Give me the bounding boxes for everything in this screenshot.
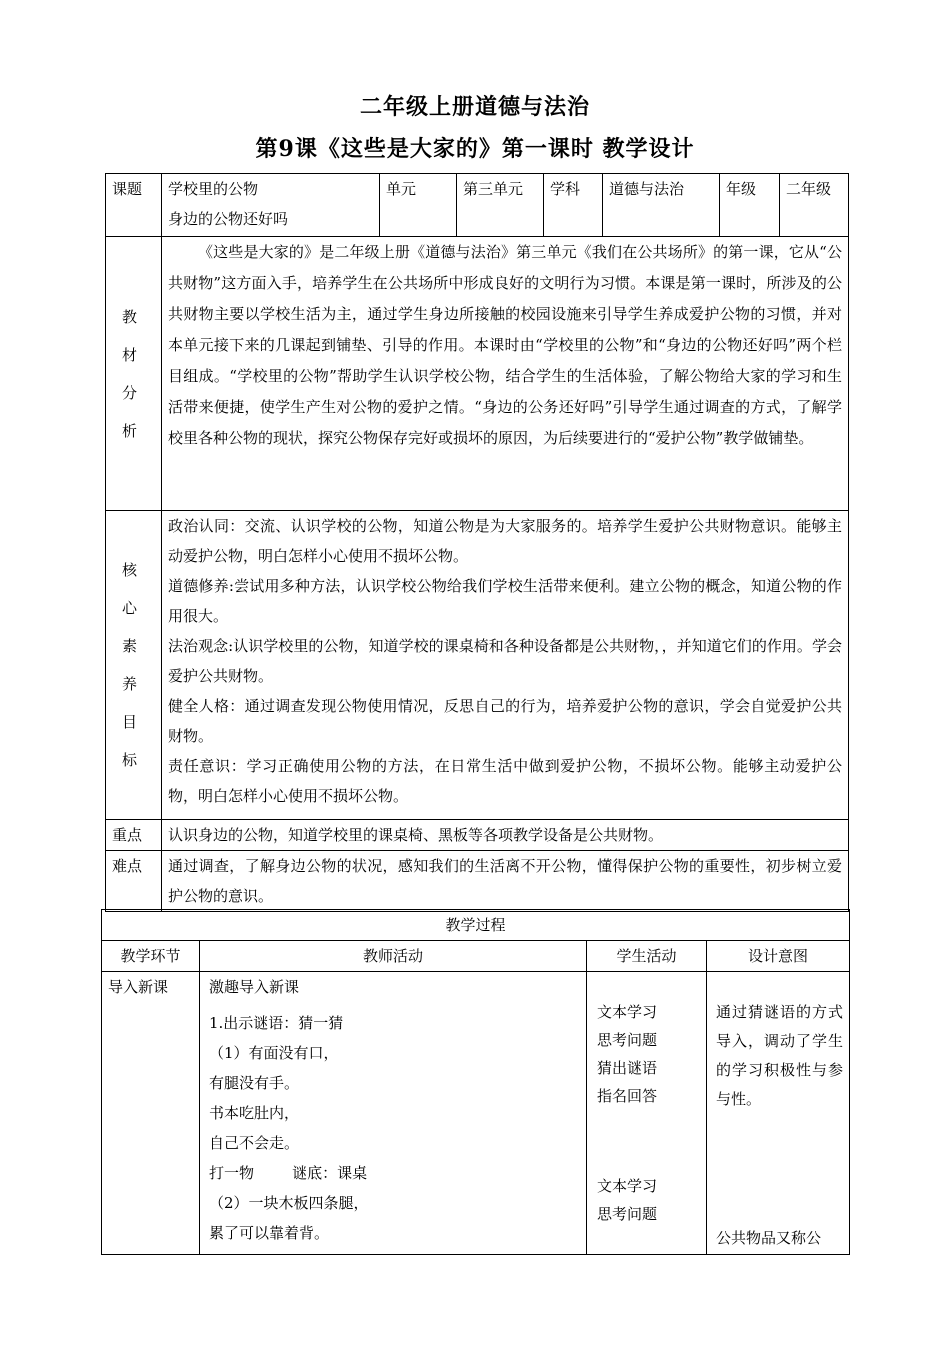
teacher-activity-cell <box>200 972 587 1255</box>
student-activity-cell <box>587 972 707 1255</box>
teacher-line: 激趣导入新课 <box>209 978 300 996</box>
topic-line-1: 学校里的公物 <box>168 180 259 198</box>
goals-label-3: 目 标 <box>121 713 145 769</box>
student-line: 文本学习 <box>597 1003 658 1021</box>
teacher-line: 1.出示谜语：猜一猜 <box>209 1014 344 1032</box>
student-line: 指名回答 <box>597 1087 658 1105</box>
goal-item: 道德修养:尝试用多种方法，认识学校公物给我们学校生活带来便利。建立公物的概念，知道公物的作用很大。 <box>168 577 842 625</box>
col-student-header: 学生活动 <box>587 941 707 972</box>
topic-value <box>162 174 380 237</box>
analysis-label-2: 分 析 <box>121 383 145 440</box>
key-label: 重点 <box>106 820 162 851</box>
teacher-line: 累了可以靠着背。 <box>209 1224 330 1242</box>
key-text: 认识身边的公物，知道学校里的课桌椅、黑板等各项教学设备是公共财物。 <box>162 820 849 851</box>
col-teacher-header: 教师活动 <box>200 941 587 972</box>
goals-label-1: 核 心 <box>121 561 145 617</box>
goal-item: 责任意识：学习正确使用公物的方法，在日常生活中做到爱护公物，不损坏公物。能够主动爱护公物，明白怎样小心使用不损坏公物。 <box>168 757 842 805</box>
goals-label <box>106 511 162 820</box>
teacher-line: 打一物 谜底：课桌 <box>209 1164 368 1182</box>
student-line: 思考问题 <box>597 1205 658 1223</box>
analysis-text: 《这些是大家的》是二年级上册《道德与法治》第三单元《我们在公共场所》的第一课，它从“公共财物”这方面入手，培养学生在公共场所中形成良好的文明行为习惯。本课是第一课时，所涉及的公共财物主要以学校生活为主，通过学生身边所接触的校园设施来引导学生养成爱护公物的习惯，并对本单元接下来的几课起到铺垫、引导的作用。本课时由“学校里的公物”和“身边的公物还好吗”两个栏目组成。“学校里的公物”帮助学生认识学校公物，结合学生的生活体验，了解公物给大家的学习和生活带来便捷，使学生产生对公物的爱护之情。“身边的公务还好吗”引导学生通过调查的方式，了解学校里各种公物的现状，探究公物保存完好或损坏的原因，为后续要进行的“爱护公物”教学做铺垫。 <box>168 243 842 447</box>
teacher-line: （2）一块木板四条腿， <box>209 1194 369 1212</box>
lesson-info-table <box>105 173 849 912</box>
goal-item: 健全人格：通过调查发现公物使用情况，反思自己的行为，培养爱护公物的意识，学会自觉爱护公共财物。 <box>168 697 842 745</box>
topic-label: 课题 <box>106 174 162 237</box>
teacher-line: 自己不会走。 <box>209 1134 300 1152</box>
teacher-line: （1）有面没有口， <box>209 1044 339 1062</box>
difficulty-label: 难点 <box>106 851 162 912</box>
subject-label: 学科 <box>544 174 603 237</box>
design-intent-text: 通过猜谜语的方式导入，调动了学生的学习积极性与参与性。 <box>716 1003 844 1108</box>
col-stage-header: 教学环节 <box>102 941 200 972</box>
goals-cell <box>162 511 849 820</box>
grade-value: 二年级 <box>780 174 849 237</box>
student-line: 思考问题 <box>597 1031 658 1049</box>
unit-label: 单元 <box>380 174 457 237</box>
process-title: 教学过程 <box>102 910 850 941</box>
unit-value: 第三单元 <box>457 174 544 237</box>
teacher-line: 书本吃肚内， <box>209 1104 300 1122</box>
col-intent-header: 设计意图 <box>707 941 850 972</box>
teacher-line: 有腿没有手。 <box>209 1074 300 1092</box>
student-line: 文本学习 <box>597 1177 658 1195</box>
goal-item: 政治认同：交流、认识学校的公物，知道公物是为大家服务的。培养学生爱护公共财物意识。能够主动爱护公物，明白怎样小心使用不损坏公物。 <box>168 517 842 565</box>
stage-cell: 导入新课 <box>102 972 200 1255</box>
design-intent-cell <box>707 972 850 1255</box>
subject-value: 道德与法治 <box>603 174 720 237</box>
design-intent-tail: 公共物品又称公 <box>716 1229 822 1247</box>
goals-label-2: 素 养 <box>121 637 145 693</box>
analysis-label-1: 教 材 <box>121 307 145 364</box>
analysis-text-cell <box>162 237 849 511</box>
document-title: 二年级上册道德与法治 <box>359 94 590 120</box>
difficulty-text: 通过调查，了解身边公物的状况，感知我们的生活离不开公物，懂得保护公物的重要性，初步树立爱护公物的意识。 <box>162 851 849 912</box>
topic-line-2: 身边的公物还好吗 <box>168 210 289 228</box>
lesson-title: 第9课《这些是大家的》第一课时 教学设计 <box>255 136 695 162</box>
analysis-label <box>106 237 162 511</box>
teaching-process-table <box>101 909 850 1255</box>
student-line: 猜出谜语 <box>597 1059 658 1077</box>
goal-item: 法治观念:认识学校里的公物，知道学校的课桌椅和各种设备都是公共财物，，并知道它们的作用。学会爱护公共财物。 <box>168 637 842 685</box>
grade-label: 年级 <box>720 174 780 237</box>
